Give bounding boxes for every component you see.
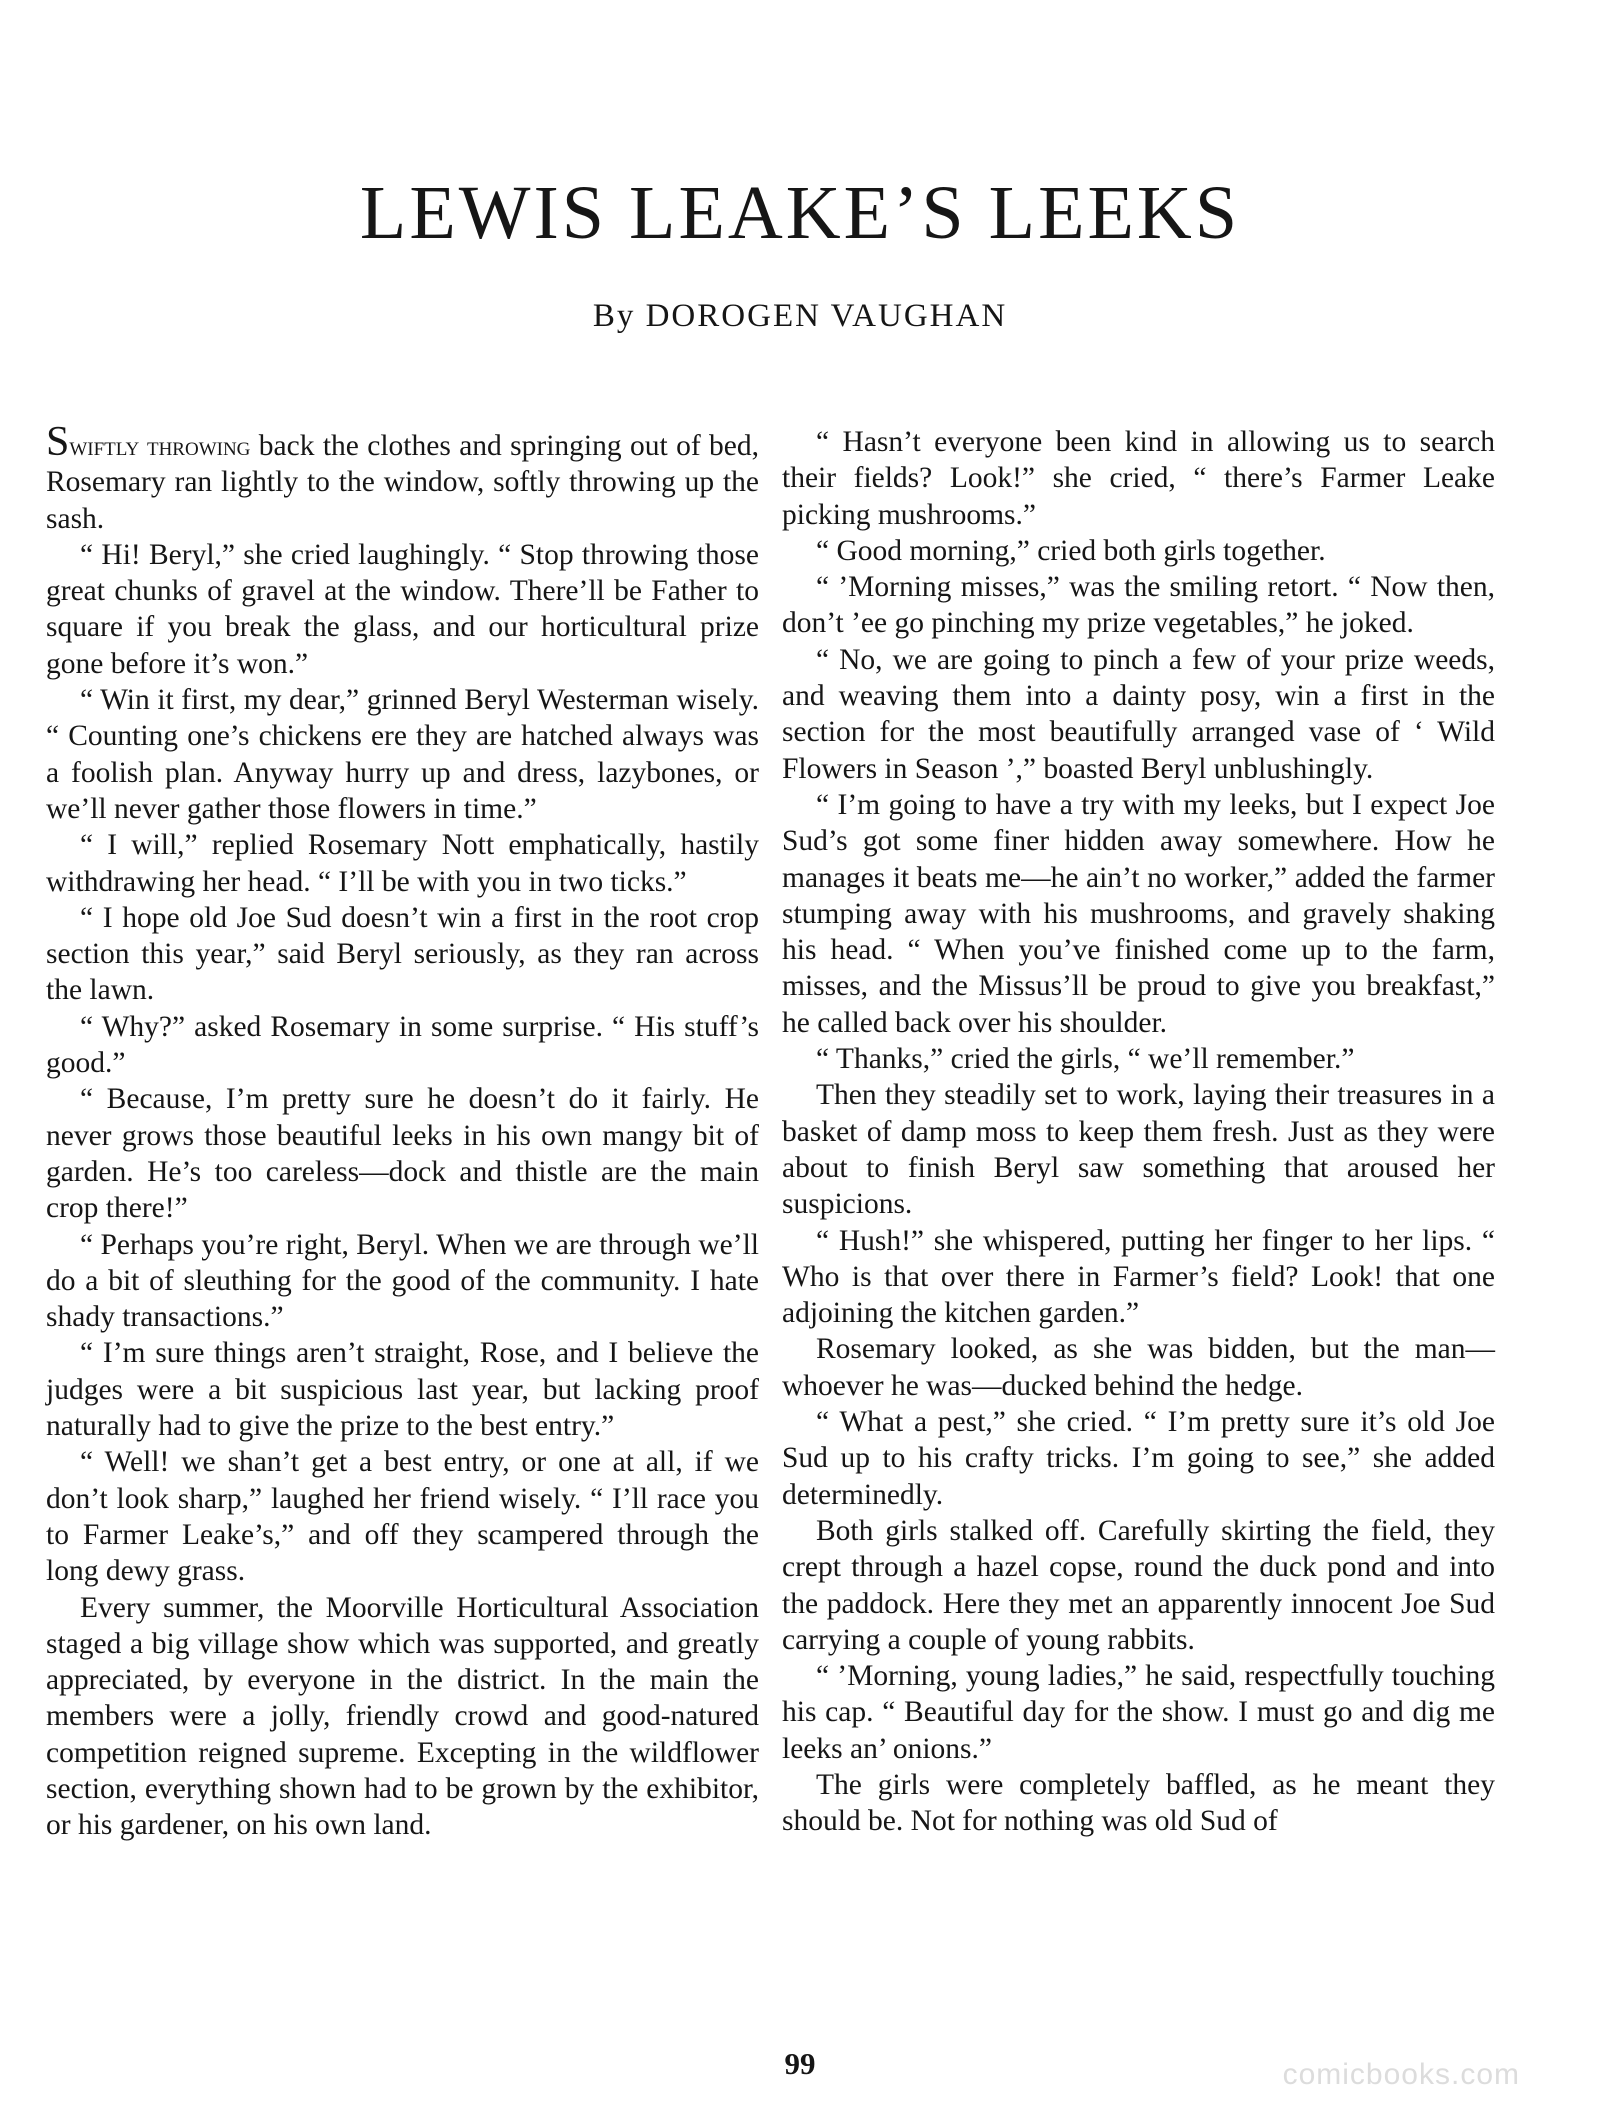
- paragraph: “ Thanks,” cried the girls, “ we’ll remember.”: [816, 1043, 1355, 1076]
- paragraph: “ Why?” asked Rosemary in some surprise. “ His stuff’s good.”: [46, 1010, 759, 1080]
- paragraph: Both girls stalked off. Carefully skirting the field, they crept through a hazel copse, round the duck pond and into the paddock. Here they met an apparently innocent Joe Sud carrying a couple of young rabbits.: [782, 1514, 1495, 1656]
- paragraph: “ I will,” replied Rosemary Nott emphatically, hastily withdrawing her head. “ I’ll be with you in two ticks.”: [46, 829, 759, 898]
- paragraph: “ ’Morning, young ladies,” he said, respectfully touching his cap. “ Beautiful day for the show. I must go and dig me leeks an’ onions.”: [782, 1660, 1495, 1765]
- paragraph: “ What a pest,” she cried. “ I’m pretty sure it’s old Joe Sud up to his crafty tricks. I’m going to see,” she added determinedly.: [782, 1406, 1495, 1511]
- paragraph: Rosemary looked, as she was bidden, but the man—whoever he was—ducked behind the hedge.: [782, 1333, 1495, 1402]
- drop-cap: S: [46, 419, 70, 465]
- paragraph: Then they steadily set to work, laying their treasures in a basket of damp moss to keep them fresh. Just as they were about to finish Beryl saw something that aroused her suspicions.: [782, 1079, 1495, 1221]
- paragraph: “ ’Morning misses,” was the smiling retort. “ Now then, don’t ’ee go pinching my prize vegetables,” he joked.: [782, 571, 1495, 640]
- paragraph: “ Perhaps you’re right, Beryl. When we are through we’ll do a bit of sleuthing for the good of the community. I hate shady transactions.”: [46, 1228, 759, 1334]
- right-column: [782, 424, 1495, 1840]
- site-watermark: comicbooks.com: [1282, 2058, 1520, 2091]
- paragraph: “ Well! we shan’t get a best entry, or one at all, if we don’t look sharp,” laughed her friend wisely. “ I’ll race you to Farmer Leake’s,” and off they scampered through the long dewy grass.: [46, 1446, 759, 1588]
- opening-paragraph: [46, 419, 759, 537]
- paragraph: Every summer, the Moorville Horticultural Association staged a big village show which was supported, and greatly appreciated, by everyone in the district. In the main the members were a jolly, friendly crowd and good-natured competition reigned supreme. Excepting in the wildflower section, everything shown had to be grown by the exhibitor, or his gardener, on his own land.: [46, 1591, 759, 1842]
- paragraph: “ No, we are going to pinch a few of your prize weeds, and weaving them into a dainty posy, win a first in the section for the most beautifully arranged vase of ‘ Wild Flowers in Season ’,” boasted Beryl unblushingly.: [782, 643, 1495, 785]
- paragraph: “ I’m going to have a try with my leeks, but I expect Joe Sud’s got some finer hidden away somewhere. How he manages it beats me—he ain’t no worker,” added the farmer stumping away with his mushrooms, and gravely shaking his head. “ When you’ve finished come up to the farm, misses, and the Missus’ll be proud to give you breakfast,” he called back over his shoulder.: [782, 788, 1495, 1039]
- opening-smallcaps: wiftly throwing: [69, 431, 251, 461]
- page-number: 99: [784, 2046, 816, 2081]
- paragraph: The girls were completely baffled, as he meant they should be. Not for nothing was old Sud of: [782, 1768, 1495, 1838]
- paragraph: “ Hi! Beryl,” she cried laughingly. “ Stop throwing those great chunks of gravel at the window. There’ll be Father to square if you break the glass, and our horticultural prize gone before it’s won.”: [46, 538, 759, 680]
- paragraph: “ I’m sure things aren’t straight, Rose, and I believe the judges were a bit suspicious last year, but lacking proof naturally had to give the prize to the best entry.”: [46, 1337, 759, 1443]
- story-title: LEWIS LEAKE’S LEEKS: [359, 171, 1241, 255]
- paragraph: “ Good morning,” cried both girls together.: [816, 534, 1326, 567]
- paragraph: “ Hasn’t everyone been kind in allowing us to search their fields? Look!” she cried, “ there’s Farmer Leake picking mushrooms.”: [782, 426, 1495, 531]
- opening-text: back the clothes and springing out of bed, Rosemary ran lightly to the window, softly throwing up the sash.: [46, 430, 759, 535]
- paragraph: “ Win it first, my dear,” grinned Beryl Westerman wisely. “ Counting one’s chickens ere they are hatched always was a foolish plan. Anyway hurry up and dress, lazybones, or we’ll never gather those flowers in time.”: [46, 684, 759, 825]
- paragraph: “ Hush!” she whispered, putting her finger to her lips. “ Who is that over there in Farmer’s field? Look! that one adjoining the kitchen garden.”: [782, 1224, 1495, 1330]
- author-byline: By DOROGEN VAUGHAN: [592, 298, 1008, 334]
- left-column: [46, 419, 759, 1844]
- paragraph: “ I hope old Joe Sud doesn’t win a first in the root crop section this year,” said Beryl seriously, as they ran across the lawn.: [46, 901, 759, 1007]
- paragraph: “ Because, I’m pretty sure he doesn’t do it fairly. He never grows those beautiful leeks in his own mangy bit of garden. He’s too careless—dock and thistle are the main crop there!”: [46, 1083, 759, 1225]
